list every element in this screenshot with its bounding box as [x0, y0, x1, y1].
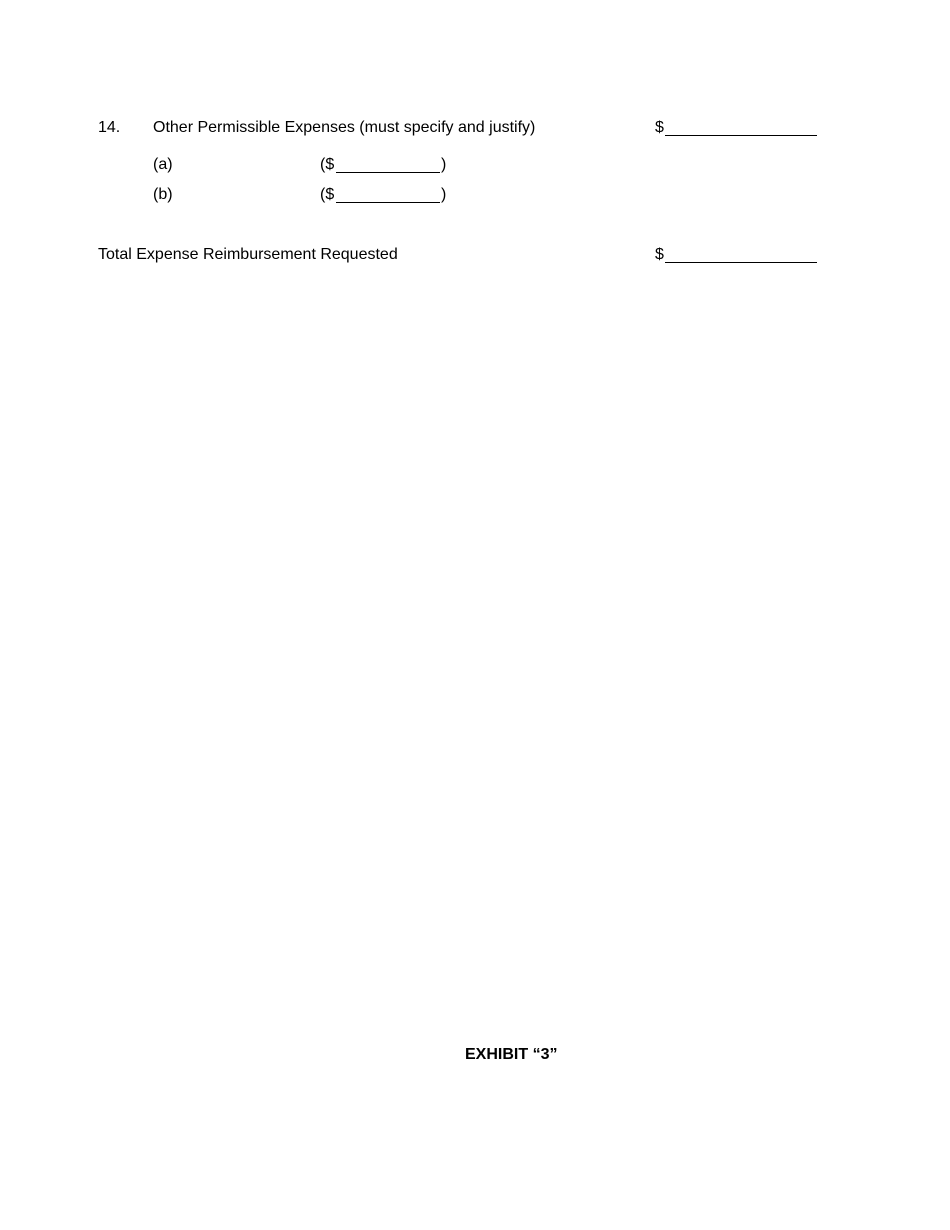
subitem-label: (b): [153, 186, 173, 203]
subitem-open-paren: ($: [320, 186, 335, 203]
currency-symbol: $: [655, 119, 664, 136]
subitem-close-paren: ): [441, 156, 447, 173]
subitem-b-amount-blank[interactable]: [336, 202, 440, 203]
item-14-amount-blank[interactable]: [665, 135, 817, 136]
currency-symbol: $: [655, 246, 664, 263]
exhibit-label: EXHIBIT “3”: [465, 1046, 558, 1063]
subitem-label: (a): [153, 156, 173, 173]
item-number: 14.: [98, 119, 121, 136]
item-label: Other Permissible Expenses (must specify and justify): [153, 119, 536, 136]
subitem-open-paren: ($: [320, 156, 335, 173]
total-amount-blank[interactable]: [665, 262, 817, 263]
subitem-a-amount-blank[interactable]: [336, 172, 440, 173]
total-label: Total Expense Reimbursement Requested: [98, 246, 398, 263]
subitem-close-paren: ): [441, 186, 447, 203]
